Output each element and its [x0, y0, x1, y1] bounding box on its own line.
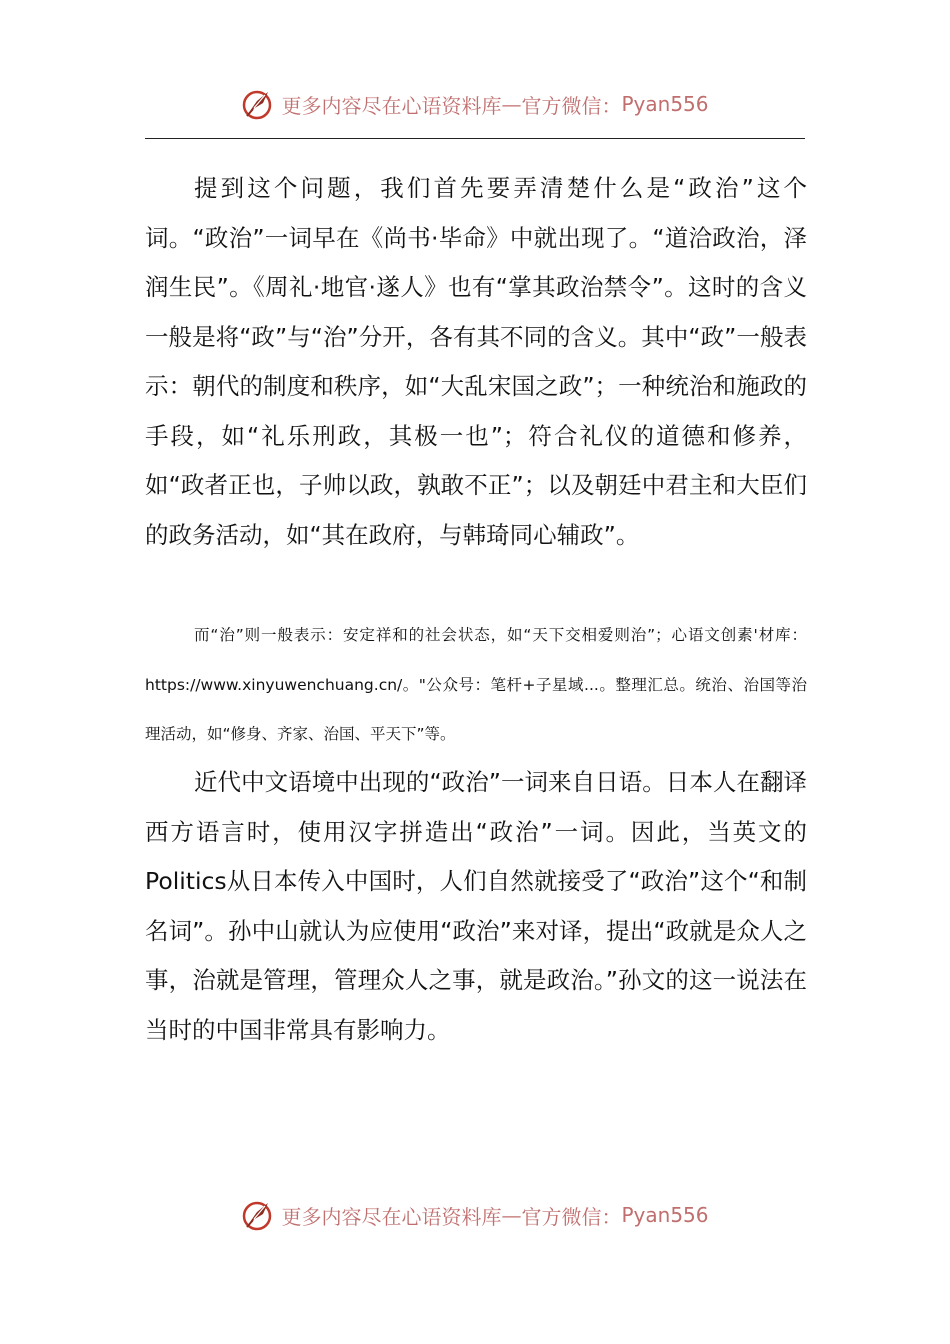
- body-paragraph-2-container: [145, 611, 807, 760]
- header-dash: —: [501, 92, 522, 116]
- footer-site-text: 更多内容尽在心语资料库: [281, 1204, 502, 1229]
- header-site-text: 更多内容尽在心语资料库: [281, 93, 502, 118]
- footer-wechat-label: 官方微信：: [521, 1204, 622, 1229]
- footer-wechat-id: Pyan556: [621, 1203, 709, 1227]
- footer-dash: —: [501, 1203, 522, 1227]
- quill-pen-logo-icon: [241, 1198, 275, 1232]
- body-paragraph-1: 提到这个问题，我们首先要弄清楚什么是“政治”这个词。“政治”一词早在《尚书·毕命》中就出现了。“道洽政治，泽润生民”。《周礼·地官·遂人》也有“掌其政治禁令”。这时的含义一般是将“政”与“治”分开，各有其不同的含义。其中“政”一般表示：朝代的制度和秩序，如“大乱宋国之政”；一种统治和施政的手段，如“礼乐刑政，其极一也”；符合礼仪的道德和修养，如“政者正也，子帅以政，孰敢不正”；以及朝廷中君主和大臣们的政务活动，如“其在政府，与韩琦同心辅政”。: [145, 174, 807, 549]
- header-divider: [145, 138, 805, 139]
- header-wechat-id: Pyan556: [621, 92, 709, 116]
- header-banner: [0, 84, 950, 124]
- body-paragraph-3: 近代中文语境中出现的“政治”一词来自日语。日本人在翻译西方语言时，使用汉字拼造出“政治”一词。因此，当英文的Politics从日本传入中国时，人们自然就接受了“政治”这个“和制名词”。孙中山就认为应使用“政治”来对译，提出“政就是众人之事，治就是管理，管理众人之事，就是政治。”孙文的这一说法在当时的中国非常具有影响力。: [145, 768, 807, 1044]
- body-paragraph-3-container: [145, 758, 807, 1055]
- body-paragraph-1-container: [145, 164, 807, 560]
- header-wechat-label: 官方微信：: [521, 93, 622, 118]
- footer-banner: [0, 1195, 950, 1235]
- body-paragraph-2: 而“治”则一般表示：安定祥和的社会状态，如“天下交相爱则治”；心语文创素'材库：https://www.xinyuwenchuang.cn/。"公众号：笔杆+子星域...。整理汇总。统治、治国等治理活动，如“修身、齐家、治国、平天下”等。: [145, 626, 807, 743]
- quill-pen-logo-icon: [241, 87, 275, 121]
